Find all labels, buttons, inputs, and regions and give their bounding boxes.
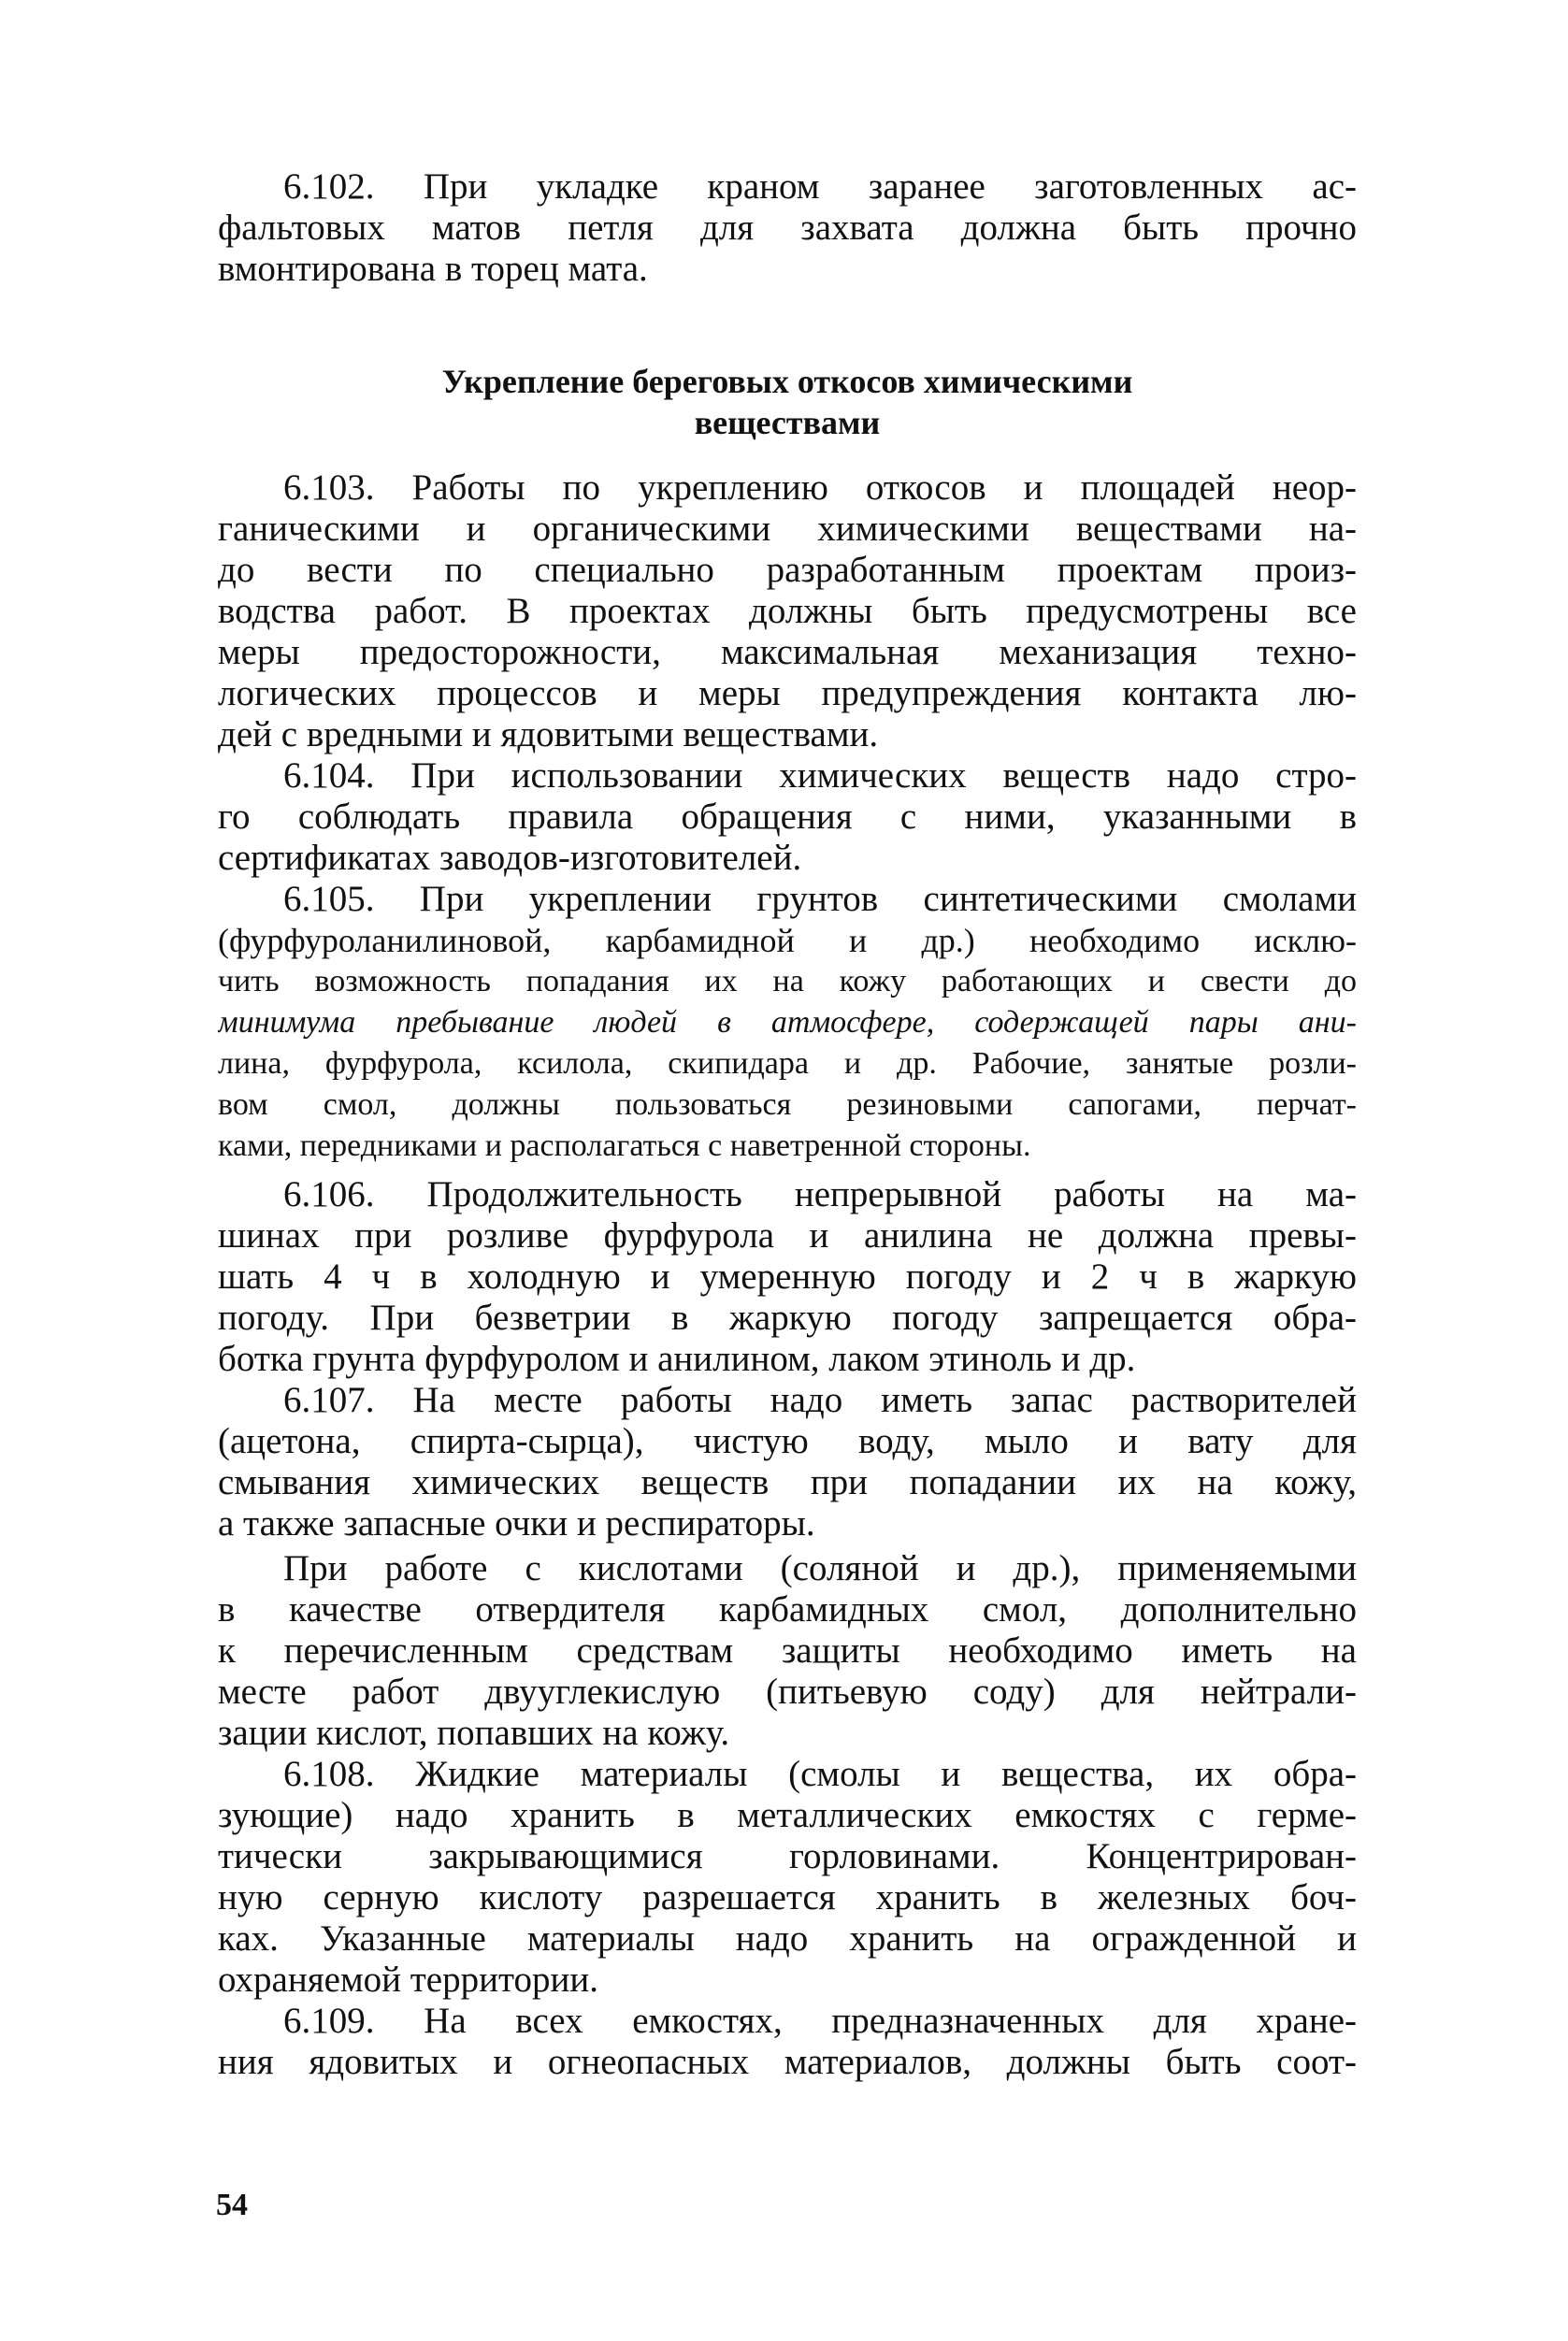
text-line: ботка грунта фурфуролом и анилином, лаком этиноль и др. (218, 1339, 1136, 1379)
text-line: 6.104. При использовании химических веществ надо стро- (283, 755, 1357, 796)
paragraph-6-102 (218, 166, 1357, 290)
heading-line: веществами (694, 404, 881, 441)
text-line: вом смол, должны пользоваться резиновыми сапогами, перчат- (218, 1087, 1357, 1122)
text-line: фальтовых матов петля для захвата должна быть прочно (218, 208, 1357, 248)
paragraph-6-106 (218, 1174, 1357, 1380)
text-line: При работе с кислотами (соляной и др.), применяемыми (283, 1548, 1357, 1588)
text-line: чить возможность попадания их на кожу работающих и свести до (218, 964, 1357, 998)
text-line: тически закрывающимися горловинами. Концентрирован- (218, 1836, 1357, 1876)
text-line: вмонтирована в торец мата. (218, 249, 648, 289)
heading-line: Укрепление береговых откосов химическими (441, 363, 1133, 400)
text-line: 6.107. На месте работы надо иметь запас растворителей (283, 1380, 1357, 1420)
text-line: шать 4 ч в холодную и умеренную погоду и 2 ч в жаркую (218, 1257, 1357, 1297)
text-line: зации кислот, попавших на кожу. (218, 1713, 730, 1753)
text-line: дей с вредными и ядовитыми веществами. (218, 714, 879, 754)
paragraph-6-108 (218, 1754, 1357, 2001)
text-line: логических процессов и меры предупреждения контакта лю- (218, 673, 1357, 713)
text-line: 6.106. Продолжительность непрерывной работы на ма- (283, 1174, 1357, 1214)
text-line: 6.105. При укреплении грунтов синтетическими смолами (283, 879, 1357, 919)
text-line: 6.108. Жидкие материалы (смолы и вещества, их обра- (283, 1754, 1357, 1794)
text-line: ками, передниками и располагаться с наветренной стороны. (218, 1128, 1031, 1163)
text-line: (ацетона, спирта-сырца), чистую воду, мыло и вату для (218, 1421, 1357, 1461)
text-line: минимума пребывание людей в атмосфере, содержащей пары ани- (218, 1005, 1357, 1040)
text-line: погоду. При безветрии в жаркую погоду запрещается обра- (218, 1298, 1357, 1338)
text-line: меры предосторожности, максимальная механизация техно- (218, 632, 1357, 672)
paragraph-6-107 (218, 1380, 1357, 1544)
paragraph-6-107-acids (218, 1548, 1357, 1754)
text-line: до вести по специально разработанным проектам произ- (218, 550, 1357, 590)
page-number: 54 (216, 2188, 248, 2222)
paragraph-6-109 (218, 2001, 1357, 2083)
text-line: а также запасные очки и респираторы. (218, 1503, 815, 1544)
text-line: смывания химических веществ при попадании их на кожу, (218, 1462, 1357, 1502)
section-heading (218, 361, 1357, 443)
paragraph-6-105 (218, 879, 1357, 1167)
text-line: (фурфуроланилиновой, карбамидной и др.) необходимо исклю- (218, 922, 1357, 959)
text-line: охраняемой территории. (218, 1960, 599, 2000)
text-line: ганическими и органическими химическими веществами на- (218, 509, 1357, 549)
text-line: месте работ двууглекислую (питьевую соду) для нейтрали- (218, 1672, 1357, 1712)
text-line: 6.103. Работы по укреплению откосов и площадей неор- (283, 467, 1357, 508)
text-line: ния ядовитых и огнеопасных материалов, должны быть соот- (218, 2042, 1357, 2082)
text-line: к перечисленным средствам защиты необходимо иметь на (218, 1630, 1357, 1671)
text-line: 6.109. На всех емкостях, предназначенных для хране- (283, 2001, 1357, 2041)
text-line: в качестве отвердителя карбамидных смол, дополнительно (218, 1589, 1357, 1630)
text-line: го соблюдать правила обращения с ними, указанными в (218, 797, 1357, 837)
text-line: лина, фурфурола, ксилола, скипидара и др. Рабочие, занятые розли- (218, 1046, 1357, 1081)
text-line: ках. Указанные материалы надо хранить на огражденной и (218, 1918, 1357, 1959)
text-line: сертификатах заводов-изготовителей. (218, 838, 802, 878)
paragraph-6-104 (218, 755, 1357, 879)
text-line: зующие) надо хранить в металлических емкостях с герме- (218, 1795, 1357, 1835)
text-line: ную серную кислоту разрешается хранить в железных боч- (218, 1877, 1357, 1917)
paragraph-6-103 (218, 467, 1357, 755)
text-line: шинах при розливе фурфурола и анилина не должна превы- (218, 1215, 1357, 1256)
text-line: водства работ. В проектах должны быть предусмотрены все (218, 591, 1357, 631)
text-line: 6.102. При укладке краном заранее заготовленных ас- (283, 166, 1357, 207)
